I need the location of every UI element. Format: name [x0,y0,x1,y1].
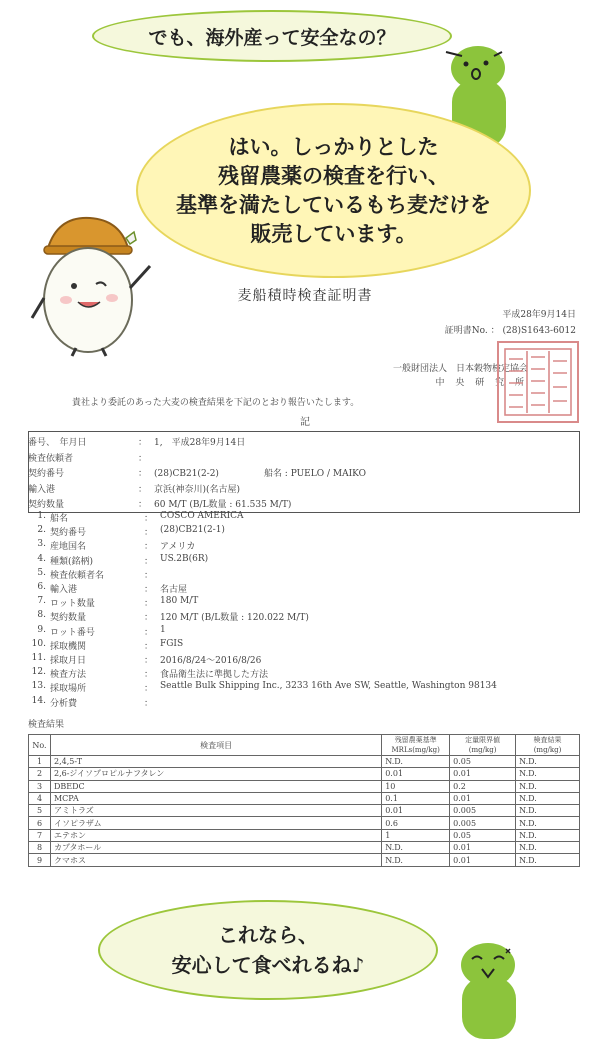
issuer-lab: 中 央 研 究 所 [435,378,528,388]
info-row-value: 60 M/T (B/L数量 : 61.535 M/T) [154,500,292,510]
table-row [29,842,580,854]
certificate-number: 証明書No. ： (28)S1643-6012 [444,326,576,336]
seal-stamp-icon [497,341,579,423]
list-item [28,681,497,694]
list-item-num: 12. [31,667,46,678]
cell-limit: 0.005 [450,805,516,817]
green-character-happy [452,935,522,1039]
list-item-num: 6. [37,582,46,592]
cell-mrl: 0.6 [382,817,450,829]
list-item [28,525,225,538]
cell-mrl: 0.01 [382,805,450,817]
list-item-label: 採取場所 [50,684,87,695]
list-item [28,582,187,595]
list-item [28,568,160,581]
cell-result: N.D. [516,792,580,804]
info-row-label: 輸入港 [28,484,56,495]
answer-line-3: 基準を満たしているもち麦だけを [176,192,491,217]
cell-item: 2,6-ジイソプロピルナフタレン [50,768,381,780]
list-item-label: 採取機関 [50,641,87,652]
cell-limit: 0.2 [450,780,516,792]
cell-item: アミトラズ [50,805,381,817]
list-item [28,639,183,652]
table-row [29,805,580,817]
list-item-label: 検査依頼者名 [50,570,105,581]
list-item-num: 1. [37,511,46,521]
cell-item: クマホス [50,854,381,866]
cell-mrl: 10 [382,780,450,792]
list-item-value: COSCO AMERICA [160,511,244,521]
list-item-value: 1 [160,624,166,635]
relief-line-2: 安心して食べれるね♪ [171,953,365,977]
info-row [28,435,245,448]
cell-result: N.D. [516,780,580,792]
info-row [28,466,366,479]
list-item-num: 7. [37,596,46,607]
info-row-sep: ： [138,438,148,448]
col-mrl [382,735,450,756]
list-item-value: 名古屋 [160,585,188,595]
list-item-label: 採取月日 [50,656,87,666]
cell-limit: 0.005 [450,817,516,829]
list-item [28,696,160,709]
list-item-sep: ： [144,599,154,610]
col-no: No. [29,735,51,756]
col-item: 検査項目 [50,735,381,756]
list-item-value: アメリカ [160,542,196,553]
results-table-header [29,735,580,756]
info-row-value: 1, 平成28年9月14日 [154,438,246,448]
inspection-certificate [22,285,588,890]
certificate-title: 麦船積時検査証明書 [237,288,373,304]
answer-line-4: 販売しています。 [250,221,417,246]
table-row [29,768,580,780]
cell-item: 2,4,5-T [50,756,381,768]
list-item-value: Seattle Bulk Shipping Inc., 3233 16th Ave SW, Seattle, Washington 98134 [160,681,497,692]
list-item-sep: ： [144,585,154,595]
col-result-title: 検査結果 [533,736,562,744]
list-item-sep: ： [144,684,154,695]
ki-label: 記 [300,417,310,428]
cell-result: N.D. [516,768,580,780]
col-result [516,735,580,756]
info-row [28,451,154,464]
list-item-sep: ： [144,613,154,624]
cell-result: N.D. [516,829,580,841]
list-item-sep: ： [144,627,154,638]
list-item-label: 船名 [50,514,69,524]
certificate-date: 平成28年9月14日 [502,310,576,320]
info-row-label: 契約数量 [28,500,65,510]
cell-no: 2 [29,768,51,780]
cell-limit: 0.01 [450,792,516,804]
col-mrl-title: 残留農薬基準 [394,736,437,744]
list-item [28,554,208,567]
speech-bubble-answer [136,103,531,278]
cell-mrl: N.D. [382,842,450,854]
list-item-value: (28)CB21(2-1) [160,525,225,536]
cell-no: 1 [29,756,51,768]
cell-result: N.D. [516,842,580,854]
list-item-sep: ： [144,570,154,581]
list-item-label: 検査方法 [50,670,87,681]
cell-limit: 0.01 [450,854,516,866]
speech-bubble-relief [98,900,438,1000]
info-row-sep: ： [138,484,148,495]
list-item-sep: ： [144,698,154,709]
speech-bubble-question [92,10,452,62]
results-heading: 検査結果 [28,720,65,730]
cell-no: 9 [29,854,51,866]
list-item-label: 分析費 [50,698,78,709]
list-item-num: 13. [31,681,46,692]
list-item-sep: ： [144,670,154,681]
cell-item: MCPA [50,792,381,804]
list-item-sep: ： [144,656,154,666]
cell-result: N.D. [516,756,580,768]
list-item-sep: ： [144,528,154,539]
cell-result: N.D. [516,805,580,817]
list-item-label: 契約番号 [50,528,87,539]
cell-item: イソピラザム [50,817,381,829]
list-item-value: FGIS [160,638,184,649]
cell-item: エテホン [50,829,381,841]
list-item-label: ロット数量 [50,599,95,610]
list-item-label: ロット番号 [50,627,95,638]
list-item-num: 8. [37,610,46,621]
cell-mrl: N.D. [382,756,450,768]
info-row-label: 契約番号 [28,469,65,479]
list-item-value: 120 M/T (B/L数量 : 120.022 M/T) [160,613,309,624]
table-row [29,817,580,829]
list-item [28,610,309,623]
cell-item: カプタホール [50,842,381,854]
cell-limit: 0.05 [450,829,516,841]
cell-no: 3 [29,780,51,792]
relief-line-1: これなら、 [217,923,318,947]
info-row-sep: ： [138,500,148,510]
table-row [29,829,580,841]
list-item-num: 3. [37,539,46,550]
results-table [28,734,580,867]
info-row-sep: ： [138,469,148,479]
table-row [29,792,580,804]
answer-line-1: はい。しっかりとした [228,134,439,159]
cell-result: N.D. [516,817,580,829]
list-item-label: 輸入港 [50,585,78,595]
cell-result: N.D. [516,854,580,866]
list-item [28,653,261,666]
cell-limit: 0.01 [450,842,516,854]
list-item-label: 契約数量 [50,613,87,624]
list-item-num: 4. [37,553,46,564]
table-row [29,854,580,866]
answer-line-2: 残留農薬の検査を行い、 [218,163,449,188]
info-row-label: 検査依頼者 [28,453,74,464]
list-item [28,596,198,609]
list-item-sep: ： [144,542,154,553]
cell-no: 4 [29,792,51,804]
info-row-label: 番号、 年月日 [28,438,87,448]
info-row-value: (28)CB21(2-2) 船名 : PUELO / MAIKO [154,469,366,479]
cell-limit: 0.01 [450,768,516,780]
list-item-sep: ： [144,641,154,652]
list-item-num: 10. [31,638,46,649]
col-mrl-unit: MRLs(mg/kg) [391,746,440,754]
list-item-label: 産地国名 [50,542,87,553]
cell-mrl: 0.01 [382,768,450,780]
list-item-value: 2016/8/24～2016/8/26 [160,656,262,666]
cell-no: 7 [29,829,51,841]
list-item-sep: ： [144,556,154,567]
col-limit [450,735,516,756]
cell-mrl: N.D. [382,854,450,866]
list-item [28,511,244,524]
cell-mrl: 1 [382,829,450,841]
cell-no: 6 [29,817,51,829]
list-item-num: 11. [31,653,46,663]
list-item [28,625,166,638]
issuer-name: 一般財団法人 日本穀物検定協会 [392,364,528,374]
list-item-sep: ： [144,514,154,524]
cell-no: 8 [29,842,51,854]
cell-mrl: 0.1 [382,792,450,804]
list-item-num: 14. [31,695,46,706]
list-item-label: 種類(銘柄) [50,556,94,567]
question-text: でも、海外産って安全なの？ [148,26,396,49]
results-table-body [29,756,580,867]
cell-no: 5 [29,805,51,817]
col-limit-unit: (mg/kg) [468,746,497,754]
info-row [28,482,240,495]
list-item-value: US.2B(6R) [160,553,209,564]
list-item [28,539,195,552]
info-row [28,497,291,510]
table-row [29,756,580,768]
list-item [28,667,268,680]
list-item-num: 5. [37,567,46,578]
table-row [29,780,580,792]
col-limit-title: 定量限界値 [465,736,501,744]
cell-item: DBEDC [50,780,381,792]
list-item-value: 180 M/T [160,596,199,607]
info-row-sep: ： [138,453,148,464]
list-item-value: 食品衛生法に準拠した方法 [160,670,269,681]
cell-limit: 0.05 [450,756,516,768]
report-statement: 貴社より委託のあった大麦の検査結果を下記のとおり報告いたします。 [72,398,360,408]
info-row-value: 京浜(神奈川)(名古屋) [154,484,241,495]
list-item-num: 9. [37,624,46,635]
col-result-unit: (mg/kg) [533,746,562,754]
list-item-num: 2. [37,525,46,536]
